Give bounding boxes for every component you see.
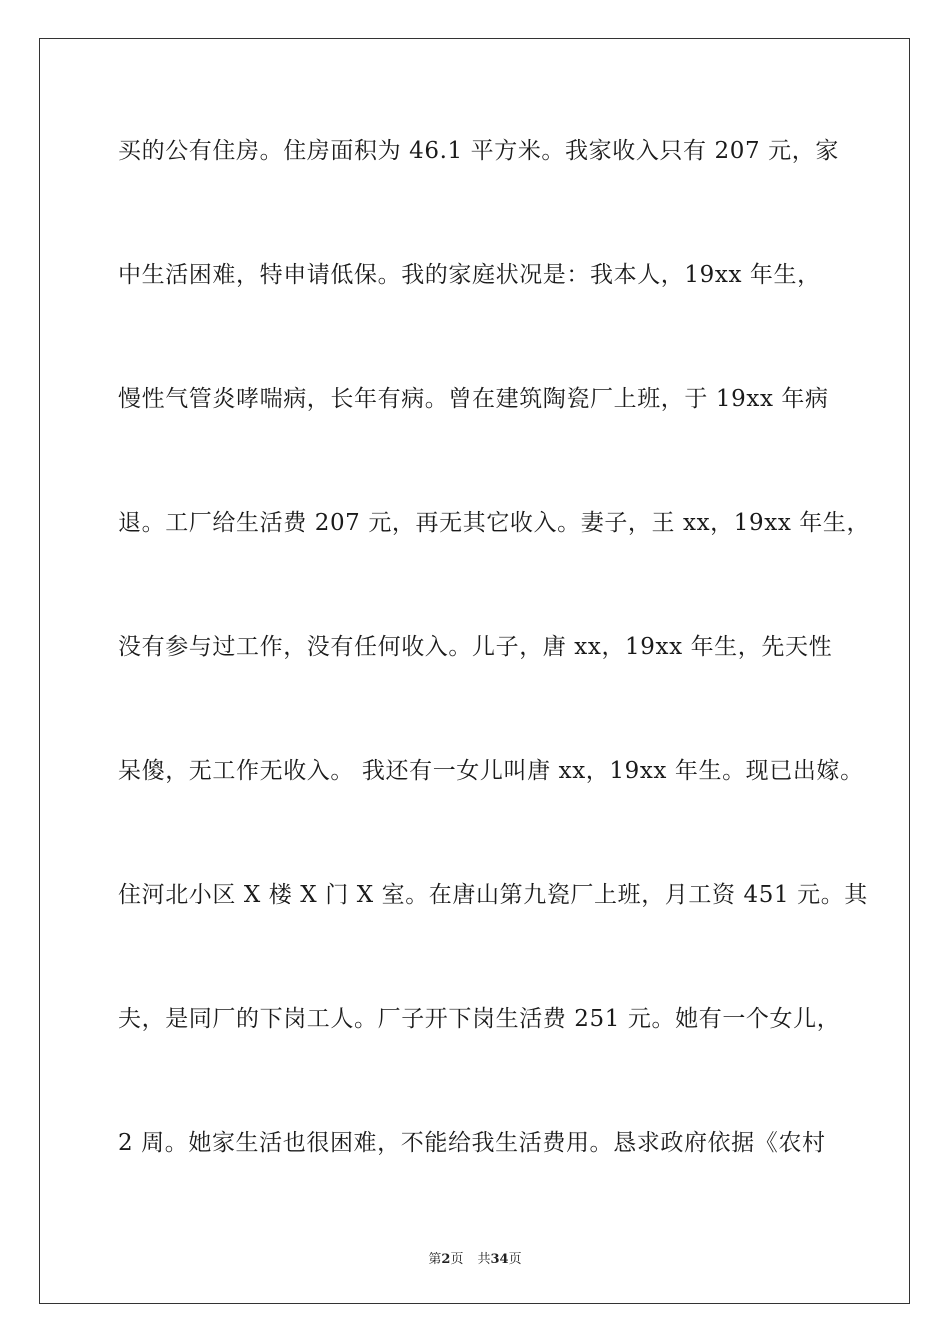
text-line-5: 没有参与过工作，没有任何收入。儿子，唐 xx，19xx 年生，先天性 [118, 634, 833, 660]
page-suffix: 页 [450, 1252, 464, 1267]
total-suffix: 页 [508, 1252, 522, 1267]
page-prefix: 第 [428, 1252, 442, 1267]
page-footer [0, 1248, 950, 1267]
page-current: 2 [441, 1252, 451, 1267]
text-line-2: 中生活困难，特申请低保。我的家庭状况是：我本人，19xx 年生， [118, 262, 821, 288]
total-prefix: 共 [477, 1252, 491, 1267]
text-line-3: 慢性气管炎哮喘病，长年有病。曾在建筑陶瓷厂上班，于 19xx 年病 [118, 386, 829, 412]
text-line-7: 住河北小区 X 楼 X 门 X 室。在唐山第九瓷厂上班，月工资 451 元。其 [118, 882, 868, 908]
page-total: 34 [490, 1252, 509, 1267]
text-line-9: 2 周。她家生活也很困难，不能给我生活费用。恳求政府依据《农村 [118, 1130, 826, 1156]
text-line-8: 夫，是同厂的下岗工人。厂子开下岗生活费 251 元。她有一个女儿， [118, 1006, 841, 1032]
document-body [118, 128, 871, 1244]
text-line-1: 买的公有住房。住房面积为 46.1 平方米。我家收入只有 207 元，家 [118, 138, 839, 164]
text-line-4: 退。工厂给生活费 207 元，再无其它收入。妻子，王 xx，19xx 年生， [118, 510, 871, 536]
text-line-6: 呆傻，无工作无收入。 我还有一女儿叫唐 xx，19xx 年生。现已出嫁。 [118, 758, 864, 784]
